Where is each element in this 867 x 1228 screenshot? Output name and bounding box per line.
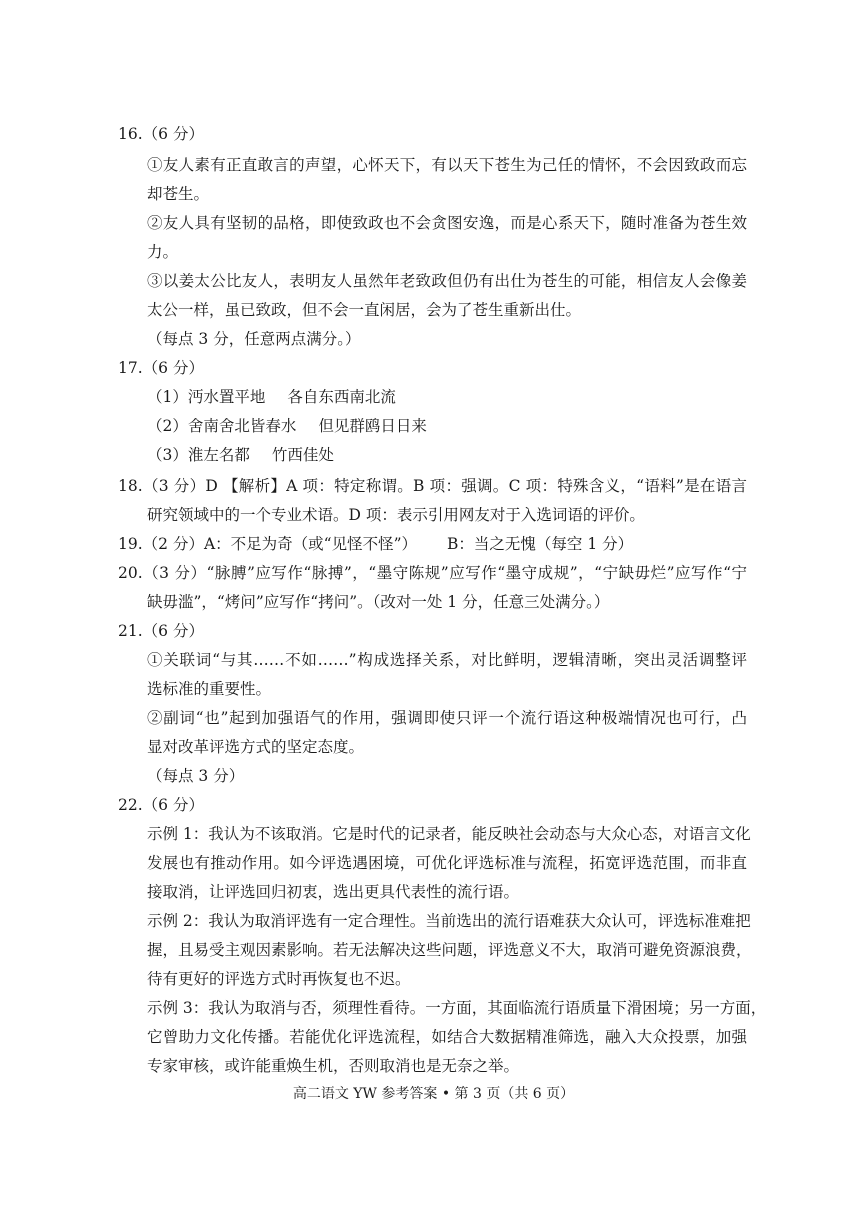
answer-line: 它曾助力文化传播。若能优化评选流程，如结合大数据精准筛选，融入大众投票，加强: [147, 1028, 747, 1046]
answer-line: 缺毋滥”，“烤问”应写作“拷问”。（改对一处 1 分，任意三处满分。）: [147, 593, 610, 611]
question-18-header: [118, 476, 747, 496]
answer-line: 力。: [147, 243, 179, 261]
question-score: （6 分）: [142, 622, 204, 640]
answer-line: 发展也有推动作用。如今评选遇困境，可优化评选标准与流程，拓宽评选范围，而非直: [147, 854, 747, 872]
question-number: 21.: [118, 622, 143, 640]
question-20-header: [118, 563, 747, 583]
question-score: （3 分）: [142, 564, 207, 582]
question-score: （2 分）A：不足为奇（或“见怪不怪”）: [142, 535, 417, 553]
answer-text: “脉膊”应写作“脉搏”，“墨守陈规”应写作“墨守成规”，“宁缺毋烂”应写作“宁: [206, 564, 747, 582]
scoring-note: （每点 3 分，任意两点满分。）: [147, 330, 361, 348]
question-score: （6 分）: [142, 359, 204, 377]
answer-line: [147, 416, 747, 436]
answer-line: 接取消，让评选回归初衷，选出更具代表性的流行语。: [147, 883, 520, 901]
question-score: （3 分）D: [142, 477, 218, 495]
answer-line: 研究领域中的一个专业术语。D 项：表示引用网友对于入选词语的评价。: [147, 506, 645, 524]
answer-line: ②副词“也”起到加强语气的作用，强调即使只评一个流行语这种极端情况也可行，凸: [147, 709, 747, 727]
question-16-header: [118, 124, 204, 144]
question-score: （6 分）: [142, 125, 204, 143]
answer-part: （3）淮左名都: [147, 446, 250, 464]
answer-line: 待有更好的评选方式时再恢复也不迟。: [147, 970, 411, 988]
answer-part: （2）舍南舍北皆春水: [147, 417, 297, 435]
page-footer: 高二语文 YW 参考答案 • 第 3 页（共 6 页）: [292, 1086, 575, 1102]
answer-line: ①友人素有正直敢言的声望，心怀天下，有以天下苍生为己任的情怀，不会因致政而忘: [147, 156, 747, 174]
answer-line: 太公一样，虽已致政，但不会一直闲居，会为了苍生重新出仕。: [147, 301, 582, 319]
question-score: （6 分）: [142, 796, 204, 814]
question-21-header: [118, 621, 204, 641]
question-number: 22.: [118, 796, 143, 814]
answer-line: ②友人具有坚韧的品格，即使致政也不会贪图安逸，而是心系天下，随时准备为苍生效: [147, 214, 747, 232]
scoring-note: （每点 3 分）: [147, 767, 245, 785]
answer-part: 竹西佳处: [271, 446, 334, 464]
question-17-header: [118, 358, 204, 378]
answer-line: 却苍生。: [147, 185, 210, 203]
question-number: 17.: [118, 359, 143, 377]
answer-line: 示例 2：我认为取消评选有一定合理性。当前选出的流行语难获大众认可，评选标准难把: [147, 912, 751, 930]
answer-line: 示例 1：我认为不该取消。它是时代的记录者，能反映社会动态与大众心态，对语言文化: [147, 825, 751, 843]
answer-line: [147, 387, 747, 407]
question-number: 18.: [118, 477, 143, 495]
answer-text: 【解析】A 项：特定称谓。B 项：强调。C 项：特殊含义，“语料”是在语言: [223, 477, 747, 495]
answer-text: B：当之无愧（每空 1 分）: [447, 535, 634, 553]
answer-line: ③以姜太公比友人，表明友人虽然年老致政但仍有出仕为苍生的可能，相信友人会像姜: [147, 272, 747, 290]
question-19-header: [118, 534, 633, 554]
answer-line: 专家审核，或许能重焕生机，否则取消也是无奈之举。: [147, 1057, 520, 1075]
answer-line: ①关联词“与其……不如……”构成选择关系，对比鲜明，逻辑清晰，突出灵活调整评: [147, 651, 747, 669]
question-number: 16.: [118, 125, 143, 143]
answer-line: 示例 3：我认为取消与否，须理性看待。一方面，其面临流行语质量下滑困境；另一方面，: [147, 999, 767, 1017]
answer-line: 握，且易受主观因素影响。若无法解决这些问题，评选意义不大，取消可避免资源浪费，: [147, 941, 752, 959]
question-number: 20.: [118, 564, 143, 582]
answer-line: 选标准的重要性。: [147, 680, 272, 698]
answer-part: 各自东西南北流: [287, 388, 396, 406]
question-22-header: [118, 795, 204, 815]
answer-part: 但见群鸥日日来: [318, 417, 427, 435]
question-number: 19.: [118, 535, 143, 553]
answer-part: （1）沔水置平地: [147, 388, 266, 406]
answer-line: [147, 445, 747, 465]
answer-line: 显对改革评选方式的坚定态度。: [147, 738, 365, 756]
